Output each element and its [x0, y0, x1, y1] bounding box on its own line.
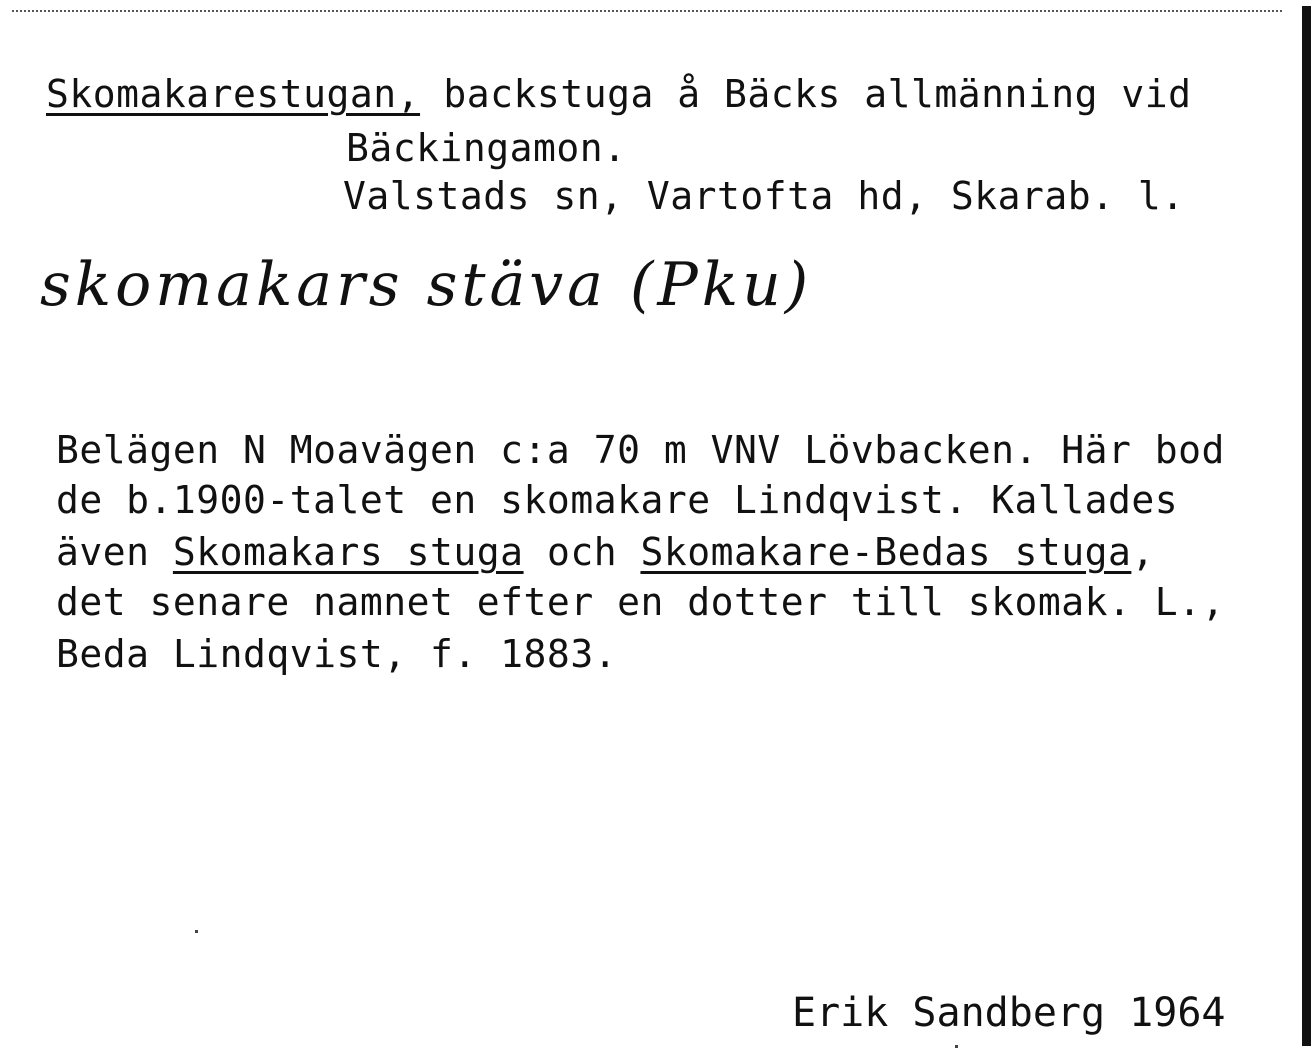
- body-line-4: det senare namnet efter en dotter till skomak. L.,: [56, 580, 1225, 624]
- alt-name-1: Skomakars stuga: [172, 530, 524, 574]
- body-line-3: [56, 530, 1155, 574]
- handwritten-pronunciation: [40, 250, 812, 320]
- card-right-edge: [1302, 6, 1311, 1046]
- alt-name-2: Skomakare-Bedas stuga: [640, 530, 1132, 574]
- signature: Erik Sandberg 1964: [792, 990, 1226, 1036]
- place-name: Skomakarestugan,: [46, 72, 421, 116]
- body-line-3-post: ,: [1131, 530, 1155, 574]
- body-line-5: Beda Lindqvist, f. 1883.: [56, 632, 618, 676]
- body-line-2: de b.1900-talet en skomakare Lindqvist. Kallades: [56, 478, 1179, 522]
- header-description: backstuga å Bäcks allmänning vid: [420, 72, 1192, 116]
- header-line-3: Valstads sn, Vartofta hd, Skarab. l.: [343, 174, 1185, 218]
- body-line-3-mid: och: [523, 530, 641, 574]
- handwritten-text: skomakars stäva (Pku): [40, 250, 813, 320]
- header-line-1: [46, 72, 1192, 116]
- header-line-2: Bäckingamon.: [346, 126, 627, 170]
- speck: [195, 930, 198, 933]
- body-line-3-pre: även: [56, 530, 173, 574]
- body-line-1: Belägen N Moavägen c:a 70 m VNV Lövbacken. Här bod: [56, 428, 1225, 472]
- speck: [955, 1045, 958, 1048]
- card-top-edge: [12, 10, 1282, 12]
